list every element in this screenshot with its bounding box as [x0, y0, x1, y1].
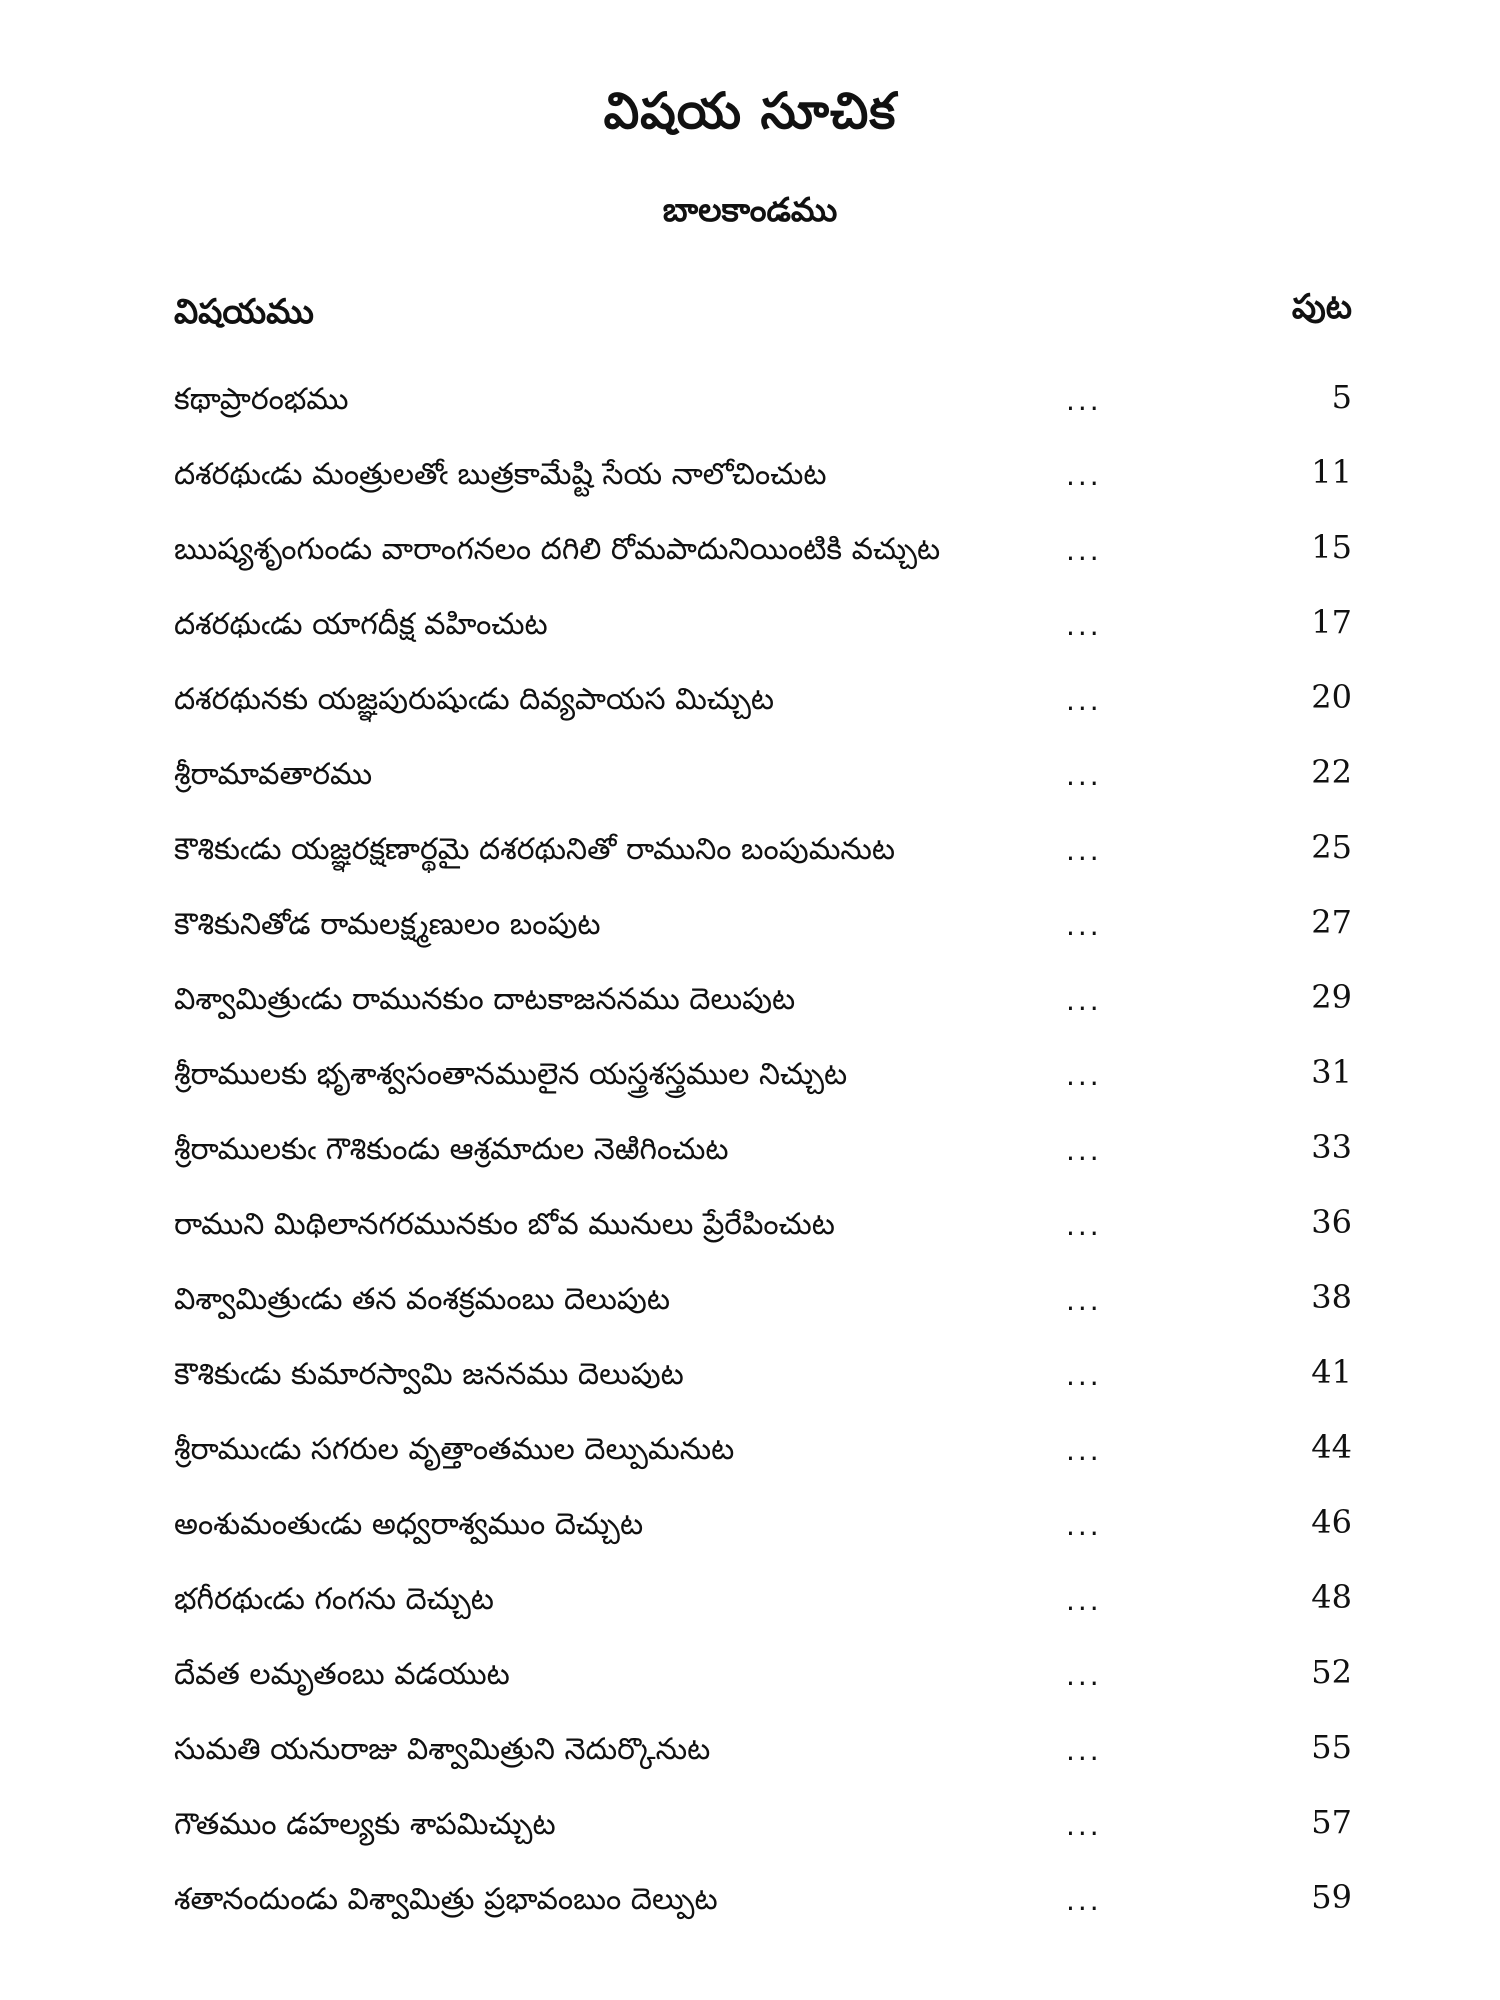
- toc-entry: [0, 1728, 1500, 1803]
- toc-entry-title: శ్రీరాముఁడు సగరుల వృత్తాంతముల దెల్పుమనుట: [174, 1432, 735, 1467]
- toc-list: [0, 378, 1500, 1953]
- toc-entry-title: విశ్వామిత్రుఁడు తన వంశక్రమంబు దెలుపుట: [174, 1282, 670, 1317]
- toc-entry-title: గౌతముం డహల్యకు శాపమిచ్చుట: [174, 1807, 556, 1842]
- toc-entry-title: భగీరథుఁడు గంగను దెచ్చుట: [174, 1582, 494, 1617]
- toc-entry-leader: ...: [1066, 1434, 1102, 1467]
- toc-entry: [0, 753, 1500, 828]
- toc-entry-page: 27: [1311, 903, 1352, 941]
- toc-entry-page: 57: [1311, 1803, 1352, 1841]
- toc-entry-title: సుమతి యనురాజు విశ్వామిత్రుని నెదుర్కొనుట: [174, 1732, 711, 1767]
- toc-entry: [0, 678, 1500, 753]
- toc-entry-page: 55: [1311, 1728, 1352, 1766]
- toc-entry-title: శ్రీరాములకుఁ గౌశికుండు ఆశ్రమాదుల నెఱిగించుట: [174, 1132, 729, 1167]
- toc-entry: [0, 378, 1500, 453]
- toc-entry-page: 41: [1311, 1353, 1352, 1391]
- toc-entry-title: శ్రీరాములకు భృశాశ్వసంతానములైన యస్త్రశస్త్రముల నిచ్చుట: [174, 1057, 848, 1092]
- toc-entry: [0, 1128, 1500, 1203]
- toc-entry-leader: ...: [1066, 1209, 1102, 1242]
- toc-entry-leader: ...: [1066, 984, 1102, 1017]
- toc-entry-title: అంశుమంతుఁడు అధ్వరాశ్వముం దెచ్చుట: [174, 1507, 644, 1542]
- toc-entry: [0, 1803, 1500, 1878]
- toc-entry-leader: ...: [1066, 1659, 1102, 1692]
- toc-entry: [0, 828, 1500, 903]
- toc-entry: [0, 453, 1500, 528]
- toc-entry-page: 11: [1311, 453, 1352, 491]
- toc-entry-title: కౌశికుఁడు కుమారస్వామి జననము దెలుపుట: [174, 1357, 684, 1392]
- toc-entry-page: 36: [1311, 1203, 1352, 1241]
- toc-entry-leader: ...: [1066, 1359, 1102, 1392]
- toc-entry-page: 48: [1311, 1578, 1352, 1616]
- toc-entry: [0, 1353, 1500, 1428]
- toc-entry-page: 38: [1311, 1278, 1352, 1316]
- toc-entry: [0, 1878, 1500, 1953]
- toc-entry-leader: ...: [1066, 384, 1102, 417]
- toc-entry-leader: ...: [1066, 1734, 1102, 1767]
- toc-entry: [0, 1053, 1500, 1128]
- toc-entry-page: 20: [1311, 678, 1352, 716]
- page-title: విషయ సూచిక: [603, 82, 897, 140]
- toc-entry-title: శ్రీరామావతారము: [174, 757, 373, 792]
- toc-entry-title: శతానందుండు విశ్వామిత్రు ప్రభావంబుం దెల్పుట: [174, 1882, 718, 1917]
- toc-entry-title: కథాప్రారంభము: [174, 382, 349, 417]
- toc-entry-leader: ...: [1066, 759, 1102, 792]
- toc-entry-page: 31: [1311, 1053, 1352, 1091]
- toc-entry: [0, 1278, 1500, 1353]
- toc-entry: [0, 603, 1500, 678]
- toc-entry-leader: ...: [1066, 684, 1102, 717]
- toc-entry-page: 29: [1311, 978, 1352, 1016]
- toc-entry: [0, 1203, 1500, 1278]
- toc-entry-title: కౌశికుఁడు యజ్ఞరక్షణార్థమై దశరథునితో రామునిం బంపుమనుట: [174, 832, 896, 867]
- toc-entry-leader: ...: [1066, 1584, 1102, 1617]
- toc-entry-page: 33: [1311, 1128, 1352, 1166]
- toc-entry-page: 15: [1311, 528, 1352, 566]
- toc-entry-title: దశరథుఁడు యాగదీక్ష వహించుట: [174, 607, 548, 642]
- toc-entry-page: 59: [1311, 1878, 1352, 1916]
- toc-entry-leader: ...: [1066, 909, 1102, 942]
- toc-entry-title: దశరథుఁడు మంత్రులతోఁ బుత్రకామేష్టి సేయ నాలోచించుట: [174, 457, 827, 492]
- toc-entry-page: 44: [1311, 1428, 1352, 1466]
- toc-entry: [0, 1578, 1500, 1653]
- toc-entry-page: 22: [1311, 753, 1352, 791]
- toc-entry-leader: ...: [1066, 459, 1102, 492]
- toc-entry-leader: ...: [1066, 1509, 1102, 1542]
- toc-entry-leader: ...: [1066, 1809, 1102, 1842]
- toc-entry: [0, 528, 1500, 603]
- toc-entry-leader: ...: [1066, 534, 1102, 567]
- toc-entry-page: 25: [1311, 828, 1352, 866]
- section-title: బాలకాండము: [662, 190, 838, 229]
- subject-column-header: విషయము: [174, 292, 314, 332]
- toc-entry-leader: ...: [1066, 834, 1102, 867]
- toc-entry-title: విశ్వామిత్రుఁడు రామునకుం దాటకాజననము దెలుపుట: [174, 982, 796, 1017]
- toc-entry-leader: ...: [1066, 1134, 1102, 1167]
- toc-entry-title: రాముని మిథిలానగరమునకుం బోవ మునులు ప్రేరేపించుట: [174, 1207, 835, 1242]
- toc-entry: [0, 903, 1500, 978]
- page-column-header: పుట: [1291, 287, 1352, 327]
- toc-entry-page: 17: [1311, 603, 1352, 641]
- toc-entry-page: 52: [1311, 1653, 1352, 1691]
- toc-entry-title: కౌశికునితోడ రామలక్ష్మణులం బంపుట: [174, 907, 601, 942]
- toc-entry: [0, 1428, 1500, 1503]
- toc-entry: [0, 1503, 1500, 1578]
- toc-entry-title: దేవత లమృతంబు వడయుట: [174, 1657, 510, 1692]
- toc-entry-title: దశరథునకు యజ్ఞపురుషుఁడు దివ్యపాయస మిచ్చుట: [174, 682, 775, 717]
- toc-entry-page: 5: [1331, 378, 1352, 416]
- toc-entry: [0, 978, 1500, 1053]
- toc-entry-leader: ...: [1066, 609, 1102, 642]
- toc-entry-leader: ...: [1066, 1884, 1102, 1917]
- toc-entry-title: ఋష్యశృంగుండు వారాంగనలం దగిలి రోమపాదునియింటికి వచ్చుట: [174, 532, 941, 567]
- toc-entry-page: 46: [1311, 1503, 1352, 1541]
- toc-entry-leader: ...: [1066, 1284, 1102, 1317]
- toc-entry-leader: ...: [1066, 1059, 1102, 1092]
- toc-entry: [0, 1653, 1500, 1728]
